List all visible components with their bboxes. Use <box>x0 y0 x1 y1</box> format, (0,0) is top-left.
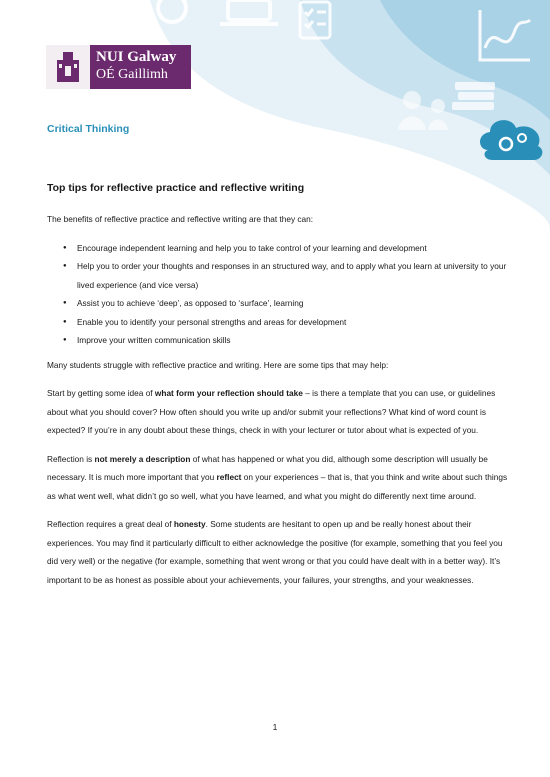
books-icon <box>452 82 495 110</box>
university-logo <box>46 45 191 89</box>
benefits-list <box>47 239 512 350</box>
list-item: ● Enable you to identify your personal strengths and areas for development <box>63 313 512 332</box>
page-title: Top tips for reflective practice and reflective writing <box>47 182 305 194</box>
list-item: ● Encourage independent learning and help you to take control of your learning and development <box>63 239 512 258</box>
page-number: 1 <box>272 722 278 732</box>
document-body <box>47 180 512 599</box>
tip-paragraph-honesty: Reflection requires a great deal of honesty. Some students are hesitant to open up and be really honest about their experiences. You may find it particularly difficult to either acknowledge the positive (for example, something that you feel you did very well) or the negative (for example, something that went wrong or that you could have dealt with in a better way). It’s important to be as honest as possible about your achievements, your failures, your strengths, and your weaknesses. <box>47 519 503 585</box>
intro-paragraph: The benefits of reflective practice and reflective writing are that they can: <box>47 214 314 224</box>
tips-intro-paragraph: Many students struggle with reflective practice and writing. Here are some tips that may help: <box>47 359 389 370</box>
list-item: ● Help you to order your thoughts and responses in an structured way, and to apply what you learn at university to your lived experience (and vice versa) <box>63 257 512 294</box>
tip-paragraph-form: Start by getting some idea of what form your reflection should take – is there a template that you can use, or guidelines about what you should cover? How often should you write up and/or submit your reflections? What kind of word count is expected? If you’re in any doubt about these things, check in with your lecturer or tutor about what is expected of you. <box>47 388 496 435</box>
section-label: Critical Thinking <box>47 123 130 135</box>
logo-line-1: NUI Galway <box>96 49 177 65</box>
list-item: ● Assist you to achieve ‘deep’, as opposed to ‘surface’, learning <box>63 294 512 313</box>
tip-paragraph-description: Reflection is not merely a description of what has happened or what you did, although some description will usually be necessary. It is much more important that you reflect on your experiences – that is, that you think and write about such things as what went well, what didn’t go so well, what you have learned, and what you might do differently next time around. <box>47 453 508 501</box>
list-item: ● Improve your written communication skills <box>63 331 512 350</box>
logo-line-2: OÉ Gaillimh <box>96 67 168 82</box>
castle-icon <box>46 45 90 89</box>
